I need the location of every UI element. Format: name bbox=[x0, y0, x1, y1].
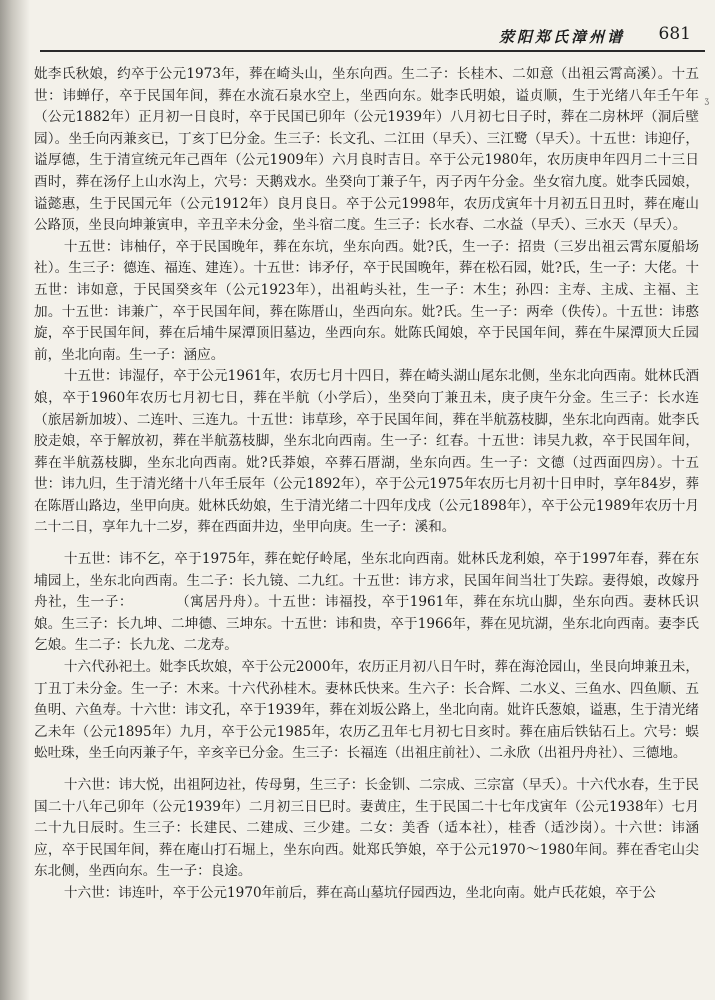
paragraph: 妣李氏秋娘，约卒于公元1973年，葬在崎头山，坐东向西。生二子：长桂木、二如意（出祖云霄高溪）。十五世：讳蝉仔，卒于民国年间，葬在水流石泉水空上，坐西向东。妣李氏明娘，谥贞顺，生于光绪八年壬午年（公元1882年）正月初一日良时，卒于民国已卯年（公元1939年）八月初七日子时，葬在二房林坪（洞后壁园）。坐壬向丙兼亥已，丁亥丁巳分金。生三子：长文孔、二江田（早夭）、三江鹭（早夭）。十五世：讳迎仔，谥厚德，生于清宣统元年己酉年（公元1909年）六月良时吉日。卒于公元1980年，农历庚申年四月二十三日酉时，葬在汤仔上山水沟上，穴号：天鹅戏水。坐癸向丁兼子午，丙子丙午分金。坐女宿九度。妣李氏园娘，谥懿惠，生于民国元年（公元1912年）良月良日。卒于公元1998年，农历戊寅年十月初五日丑时，葬在庵山公路顶，坐艮向坤兼寅申，辛丑辛未分金，坐斗宿二度。生三子：长水春、二水益（早夭）、三水天（早夭）。 bbox=[34, 66, 699, 234]
paragraph: 十六世：讳大悦，出祖阿边社，传母舅，生三子：长金钏、二宗成、三宗富（早夭）。十六代水春，生于民国二十八年己卯年（公元1939年）二月初三日巳时。妻黄庄，生于民国二十七年戊寅年（公元1938年）七月二十九日辰时。生三子：长建民、二建成、三少建。二女：美香（适本社），桂香（适沙岗）。十六世：讳涵应，卒于民国年间，葬在庵山打石堀上，坐东向西。妣郑氏笋娘，卒于公元1970～1980年间。葬在香宅山尖东北侧，坐西向东。生一子：良途。 bbox=[34, 777, 699, 880]
paragraph: 十五世：讳柚仔，卒于民国晚年，葬在东坑，坐东向西。妣?氏，生一子：招贵（三岁出祖云霄东厦船场社）。生三子：德连、福连、建连）。十五世：讳矛仔，卒于民国晚年，葬在松石园，妣?氏，生一子：大佬。十五世：讳如意，于民国癸亥年（公元1923年），出祖屿头社，生一子：木生；孙四：主寿、主成、主福、主加。十五世：讳兼广，卒于民国年间，葬在陈厝山，坐西向东。妣?氏。生一子：两牵（佚传）。十五世：讳憨旋，卒于民国年间，葬在后埔牛屎潭顶旧墓边，坐西向东。妣陈氏闻娘，卒于民国年间，葬在牛屎潭顶大丘园前，坐北向南。生一子：涵应。 bbox=[34, 238, 699, 363]
page-header bbox=[40, 22, 705, 52]
paragraph: 十五世：讳湿仔，卒于公元1961年，农历七月十四日，葬在崎头湖山尾东北侧，坐东北向西南。妣林氏酒娘，卒于1960年农历七月初七日，葬在半航（小学后），坐癸向丁兼丑未，庚子庚午分金。生三子：长水连（旅居新加坡）、二连叶、三连九。十五世：讳草珍，卒于民国年间，葬在半航荔枝脚，坐东北向西南。妣李氏胶走娘，卒于解放初，葬在半航荔枝脚，坐东北向西南。生一子：红春。十五世：讳吴九救，卒于民国年间，葬在半航荔枝脚，坐东北向西南。妣?氏莽娘，卒葬石厝湖，坐东向西。生一子：文德（过西面四房）。十五世：讳九归，生于清光绪十八年壬辰年（公元1892年），卒于公元1975年农历七月初十日申时，享年84岁，葬在陈厝山路边，坐甲向庚。妣林氏幼娘，生于清光绪二十四年戊戌（公元1898年），卒于公元1989年农历十月二十二日，享年九十二岁，葬在西面井边，坐甲向庚。生一子：溪和。 bbox=[34, 368, 699, 536]
margin-mark: ʒ bbox=[704, 96, 709, 105]
page-binding-shadow bbox=[0, 0, 30, 1000]
page-number: 681 bbox=[658, 24, 691, 44]
paragraph: 十五世：讳不乞，卒于1975年，葬在蛇仔岭尾，坐东北向西南。妣林氏龙利娘，卒于1997年春，葬在东埔园上，坐东北向西南。生二子：长九镜、二九红。十五世：讳方求，民国年间当壮丁失踪。妻得娘，改嫁丹舟社，生一子： （寓居丹舟）。十五世：讳福投，卒于1961年，葬在东坑山脚，坐东向西。妻林氏识娘。生三子：长九坤、二坤德、三坤东。十五世：讳和贵，卒于1966年，葬在见坑湖，坐东北向西南。妻李氏乞娘。生二子：长九龙、二龙寿。 bbox=[34, 551, 699, 654]
paragraph: 十六世：讳连叶，卒于公元1970年前后，葬在高山墓坑仔园西边，坐北向南。妣卢氏花娘，卒于公 bbox=[63, 884, 656, 901]
paragraph: 十六代孙祀土。妣李氏坎娘，卒于公元2000年，农历正月初八日午时，葬在海沧园山，坐艮向坤兼丑未，丁丑丁未分金。生一子：木来。十六代孙桂木。妻林氏快来。生六子：长合辉、二水义、三鱼水、四鱼顺、五鱼明、六鱼寿。十六世：讳文孔，卒于1939年，葬在刘坂公路上，坐北向南。妣许氏葱娘，谥惠，生于清光绪乙未年（公元1895年）九月，卒于公元1985年，农历乙丑年七月初七日亥时。葬在庙后铁钻石上。穴号：蜈蚣吐珠，坐壬向丙兼子午，辛亥辛已分金。生三子：长福连（出祖庄前社）、二永欣（出祖丹舟社）、三德地。 bbox=[34, 659, 699, 762]
book-title: 荥阳郑氏漳州谱 bbox=[498, 28, 625, 46]
genealogy-text bbox=[34, 64, 699, 992]
